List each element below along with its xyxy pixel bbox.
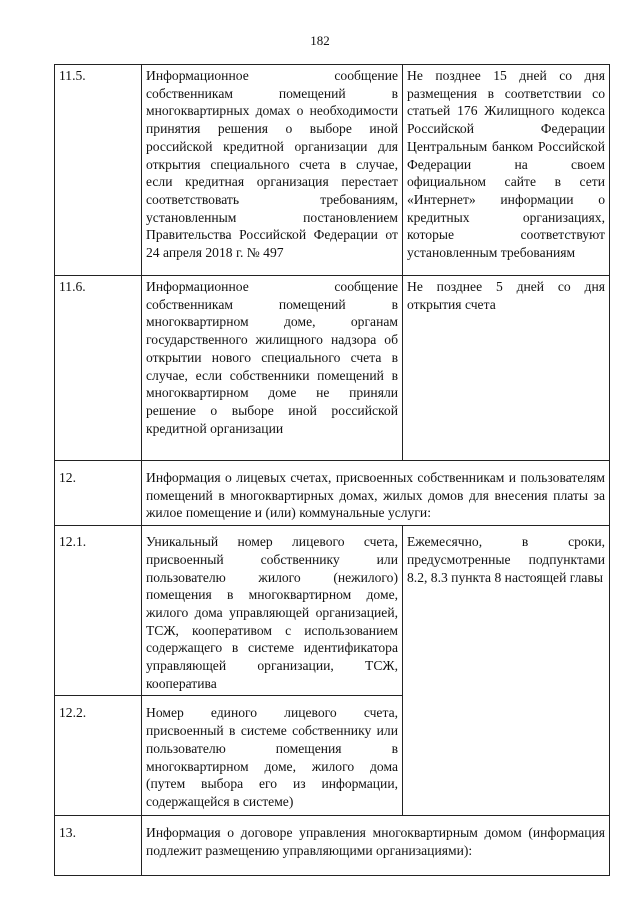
row-deadline: Не позднее 15 дней со дня размещения в соответствии со статьей 176 Жилищного кодекса Российской Федерации Центральным банком Российской Федерации на своем официальном сайте в сети «Интернет» информации о кредитных организациях, которые соответствуют установленным требованиям [403,65,610,276]
row-number: 12.2. [55,696,142,816]
table-row [55,816,610,876]
row-description: Номер единого лицевого счета, присвоенный в системе собственнику или пользователю помещения в многоквартирном доме, жилого дома (путем выбора его из информации, содержащейся в системе) [142,696,403,816]
row-number: 12. [55,461,142,526]
row-description: Информационное сообщение собственникам помещений в многоквартирном доме, органам государственного жилищного надзора об открытии нового специального счета в случае, если собственники помещений в многоквартирном доме не приняли решение о выборе иной российской кредитной организации [142,276,403,461]
row-deadline: Ежемесячно, в сроки, предусмотренные подпунктами 8.2, 8.3 пункта 8 настоящей главы [403,526,610,816]
table-row [55,276,610,461]
row-number: 11.6. [55,276,142,461]
table-row [55,65,610,276]
row-number: 11.5. [55,65,142,276]
table-row [55,461,610,526]
row-description: Информация о лицевых счетах, присвоенных собственникам и пользователям помещений в многоквартирных домах, жилых домов для внесения платы за жилое помещение и (или) коммунальные услуги: [142,461,610,526]
row-number: 12.1. [55,526,142,696]
page-number: 182 [310,33,330,48]
requirements-table [54,64,610,876]
row-deadline: Не позднее 5 дней со дня открытия счета [403,276,610,461]
table-row [55,526,610,696]
row-description: Информационное сообщение собственникам помещений в многоквартирных домах о необходимости принятия решения о выборе иной российской кредитной организации для открытия специального счета в случае, если кредитная организация перестает соответствовать требованиям, установленным постановлением Правительства Российской Федерации от 24 апреля 2018 г. № 497 [142,65,403,276]
row-number: 13. [55,816,142,876]
row-description: Уникальный номер лицевого счета, присвоенный собственнику или пользователю жилого (нежилого) помещения в многоквартирном доме, жилого дома управляющей организацией, ТСЖ, кооперативом с использованием содержащего в системе идентификатора управляющей организации, ТСЖ, кооператива [142,526,403,696]
row-description: Информация о договоре управления многоквартирным домом (информация подлежит размещению управляющими организациями): [142,816,610,876]
